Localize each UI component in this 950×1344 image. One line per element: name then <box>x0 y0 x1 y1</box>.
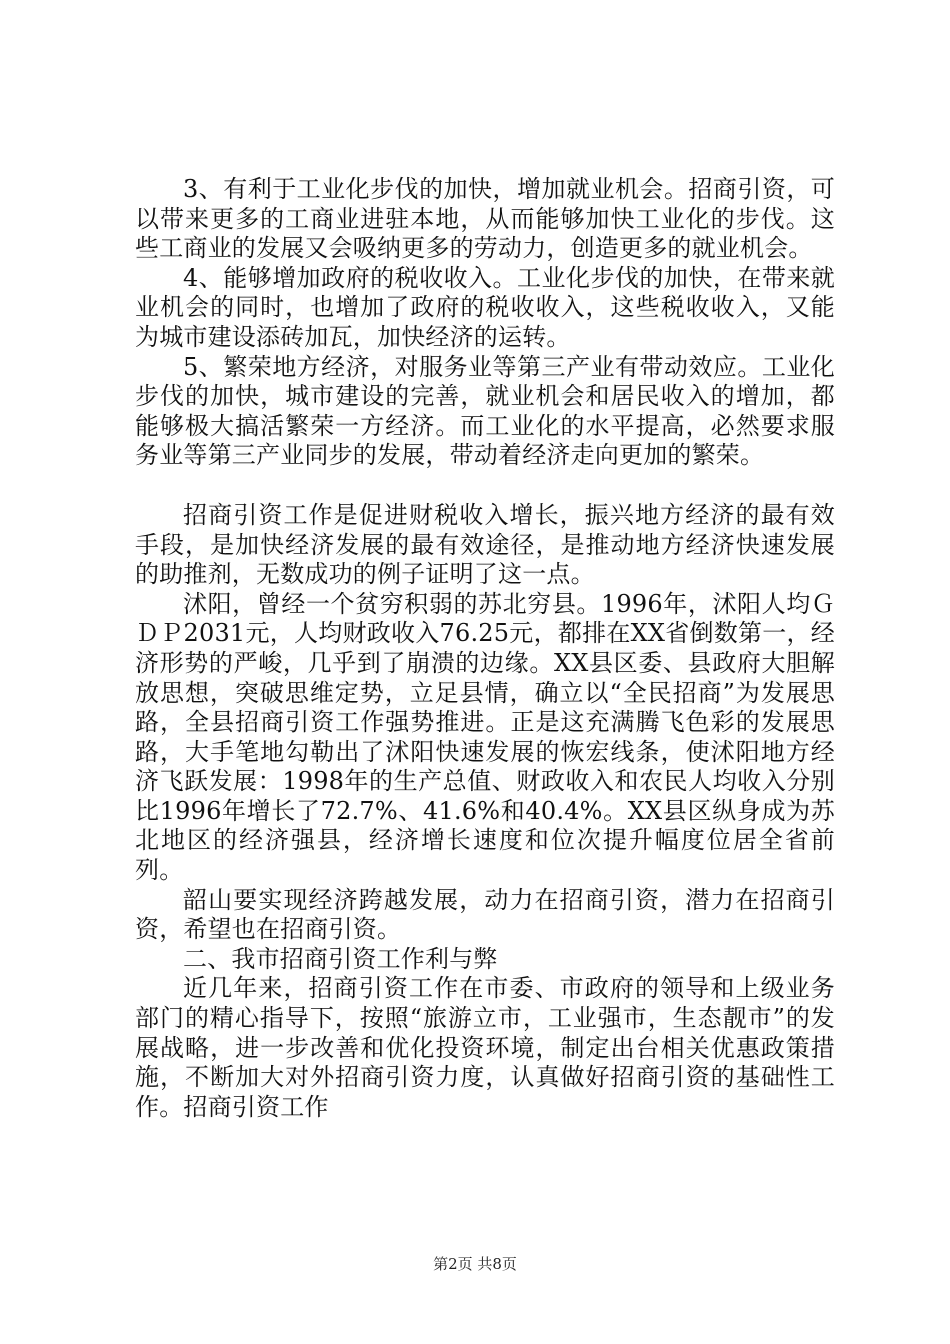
page-number-footer: 第2页 共8页 <box>433 1255 517 1273</box>
document-body <box>135 175 835 1122</box>
paragraph-point-3: 3、有利于工业化步伐的加快，增加就业机会。招商引资，可以带来更多的工商业进驻本地，从而能够加快工业化的步伐。这些工商业的发展又会吸纳更多的劳动力，创造更多的就业机会。 <box>135 175 835 263</box>
section-heading-pros-cons: 二、我市招商引资工作利与弊 <box>183 944 498 973</box>
paragraph-investment-summary: 招商引资工作是促进财税收入增长，振兴地方经济的最有效手段，是加快经济发展的最有效途径，是推动地方经济快速发展的助推剂，无数成功的例子证明了这一点。 <box>135 500 835 589</box>
paragraph-shuyang-case: 沭阳，曾经一个贫穷积弱的苏北穷县。1996年，沭阳人均ＧＤＰ2031元，人均财政收入76.25元，都排在XX省倒数第一，经济形势的严峻，几乎到了崩溃的边缘。XX县区委、县政府大胆解放思想，突破思维定势，立足县情，确立以“全民招商”为发展思路，全县招商引资工作强势推进。正是这充满腾飞色彩的发展思路，大手笔地勾勒出了沭阳快速发展的恢宏线条，使沭阳地方经济飞跃发展：1998年的生产总值、财政收入和农民人均收入分别比1996年增长了72.7%、41.6%和40.4%。XX县区纵身成为苏北地区的经济强县，经济增长速度和位次提升幅度位居全省前列。 <box>135 589 835 885</box>
paragraph-point-4: 4、能够增加政府的税收收入。工业化步伐的加快，在带来就业机会的同时，也增加了政府的税收收入，这些税收收入，又能为城市建设添砖加瓦，加快经济的运转。 <box>135 263 835 351</box>
paragraph-shaoshan: 韶山要实现经济跨越发展，动力在招商引资，潜力在招商引资，希望也在招商引资。 <box>135 885 835 944</box>
paragraph-recent-years: 近几年来，招商引资工作在市委、市政府的领导和上级业务部门的精心指导下，按照“旅游立市，工业强市，生态靓市”的发展战略，进一步改善和优化投资环境，制定出台相关优惠政策措施，不断加大对外招商引资力度，认真做好招商引资的基础性工作。招商引资工作 <box>135 974 835 1121</box>
paragraph-spacer <box>135 471 835 501</box>
paragraph-point-5: 5、繁荣地方经济，对服务业等第三产业有带动效应。工业化步伐的加快，城市建设的完善，就业机会和居民收入的增加，都能够极大搞活繁荣一方经济。而工业化的水平提高，必然要求服务业等第三产业同步的发展，带动着经济走向更加的繁荣。 <box>135 352 835 470</box>
